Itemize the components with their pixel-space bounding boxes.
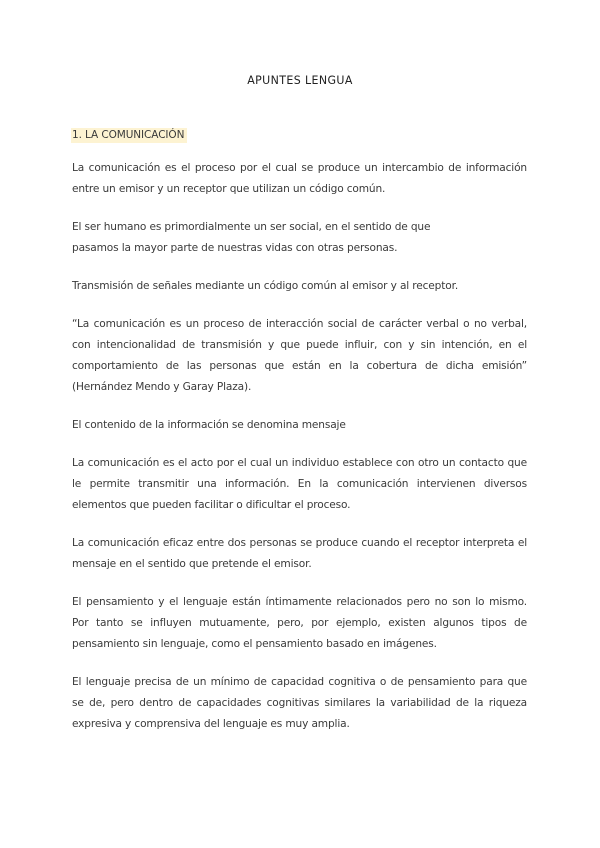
paragraph-social-line-1: El ser humano es primordialmente un ser social, en el sentido de que: [72, 221, 431, 233]
document-title: APUNTES LENGUA: [247, 73, 353, 88]
paragraph-effective: La comunicación eficaz entre dos personas se produce cuando el receptor interpreta el mensaje en el sentido que pretende el emisor.: [72, 537, 527, 570]
paragraph-message: El contenido de la información se denomina mensaje: [72, 419, 346, 431]
paragraph-definition: La comunicación es el proceso por el cual se produce un intercambio de información entre un emisor y un receptor que utilizan un código común.: [72, 162, 527, 195]
section-heading: 1. LA COMUNICACIÓN: [71, 128, 187, 143]
paragraph-act: La comunicación es el acto por el cual un individuo establece con otro un contacto que le permite transmitir una información. En la comunicación intervienen diversos elementos que pueden facilitar o dificultar el proceso.: [72, 457, 527, 511]
paragraph-social-line-2: pasamos la mayor parte de nuestras vidas con otras personas.: [72, 242, 398, 254]
document-body: [72, 158, 527, 752]
paragraph-transmission: Transmisión de señales mediante un código común al emisor y al receptor.: [72, 280, 459, 292]
paragraph-quote: “La comunicación es un proceso de interacción social de carácter verbal o no verbal, con intencionalidad de transmisión y que puede influir, con y sin intención, en el comportamiento de las personas que están en la cobertura de dicha emisión” (Hernández Mendo y Garay Plaza).: [72, 318, 527, 393]
paragraph-cognitive-capacity: El lenguaje precisa de un mínimo de capacidad cognitiva o de pensamiento para que se de, pero dentro de capacidades cognitivas similares la variabilidad de la riqueza expresiva y comprensiva del lenguaje es muy amplia.: [72, 676, 527, 730]
paragraph-thought-language: El pensamiento y el lenguaje están íntimamente relacionados pero no son lo mismo. Por tanto se influyen mutuamente, pero, por ejemplo, existen algunos tipos de pensamiento sin lenguaje, como el pensamiento basado en imágenes.: [72, 596, 527, 650]
